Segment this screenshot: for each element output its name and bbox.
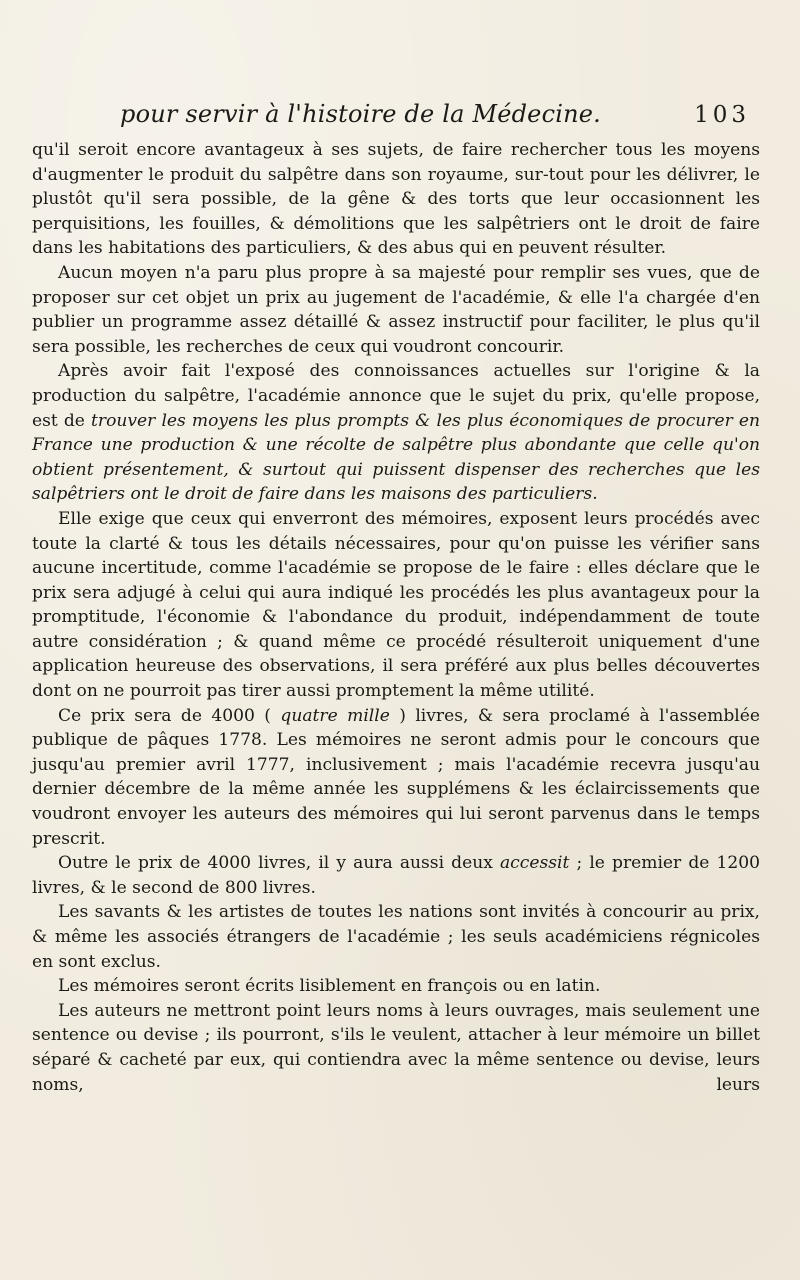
text-run: qu'il seroit encore avantageux à ses sujets, de faire rechercher tous les moyens d'augmenter le produit du salpêtre dans son royaume, sur-tout pour les délivrer, le plustôt qu'il sera possible, de la gêne & des torts que leur occasionnent les perquisitions, les fouilles, & démolitions que les salpêtriers ont le droit de faire dans les habitations des particuliers, & des abus qui en peuvent résulter. (32, 140, 760, 259)
paragraph (32, 999, 760, 1097)
paragraph (32, 359, 760, 507)
paragraph (32, 261, 760, 359)
text-run: ; le premier de 1200 livres, & le second de 800 livres. (32, 853, 761, 898)
text-run: Après avoir fait l'exposé des connoissances actuelles sur l'origine & la production du salpêtre, l'académie annonce que le sujet du prix, qu'elle propose, est de (32, 361, 760, 431)
running-title: pour servir à l'histoire de la Médecine. (120, 100, 601, 128)
text-run: Aucun moyen n'a paru plus propre à sa majesté pour remplir ses vues, que de proposer sur cet objet un prix au jugement de l'académie, & elle l'a chargée d'en publier un programme assez détaillé & assez instructif pour faciliter, le plus qu'il sera possible, les recherches de ceux qui voudront concourir. (32, 262, 760, 357)
paragraph (32, 507, 760, 704)
text-run: Les savants & les artistes de toutes les nations sont invités à concourir au prix, & même les associés étrangers de l'académie ; les seuls académiciens régnicoles en sont exclus. (32, 902, 760, 972)
text-run: Outre le prix de 4000 livres, il y aura aussi deux (58, 853, 500, 874)
italic-text-run: trouver les moyens les plus prompts & les plus économiques de procurer en France une production & une récolte de salpêtre plus abondante que celle qu'on obtient présentement, & surtout qui puissent dispenser des recherches que les salpêtriers ont le droit de faire dans les maisons des particuliers. (32, 410, 760, 505)
text-run: Les auteurs ne mettront point leurs noms à leurs ouvrages, mais seulement une sentence ou devise ; ils pourront, s'ils le veulent, attacher à leur mémoire un billet séparé & cacheté par eux, qui contiendra avec la même sentence ou devise, leurs noms, leurs (32, 1000, 760, 1095)
italic-text-run: accessit (499, 853, 570, 874)
italic-text-run: quatre mille (280, 705, 390, 726)
paragraph (32, 900, 760, 974)
page-body (32, 138, 760, 1097)
paragraph (32, 704, 760, 852)
text-run: ) livres, & sera proclamé à l'assemblée publique de pâques 1778. Les mémoires ne seront admis pour le concours que jusqu'au premier avril 1777, inclusivement ; mais l'académie recevra jusqu'au dernier décembre de la même année les supplémens & les éclaircissements que voudront envoyer les auteurs des mémoires qui lui seront parvenus dans le temps prescrit. (32, 705, 760, 849)
page-header (32, 100, 760, 136)
paragraph (32, 138, 760, 261)
paragraph (32, 974, 760, 999)
page-number: 103 (694, 102, 750, 128)
text-run: Ce prix sera de 4000 ( (58, 705, 281, 726)
text-run: Elle exige que ceux qui enverront des mémoires, exposent leurs procédés avec toute la clarté & tous les détails nécessaires, pour qu'on puisse les vérifier sans aucune incertitude, comme l'académie se propose de le faire : elles déclare que le prix sera adjugé à celui qui aura indiqué les procédés les plus avantageux pour la promptitude, l'économie & l'abondance du produit, indépendamment de toute autre considération ; & quand même ce procédé résulteroit uniquement d'une application heureuse des observations, il sera préféré aux plus belles découvertes dont on ne pourroit pas tirer aussi promptement la même utilité. (32, 508, 760, 702)
paragraph (32, 851, 760, 900)
text-run: Les mémoires seront écrits lisiblement en françois ou en latin. (58, 976, 601, 997)
